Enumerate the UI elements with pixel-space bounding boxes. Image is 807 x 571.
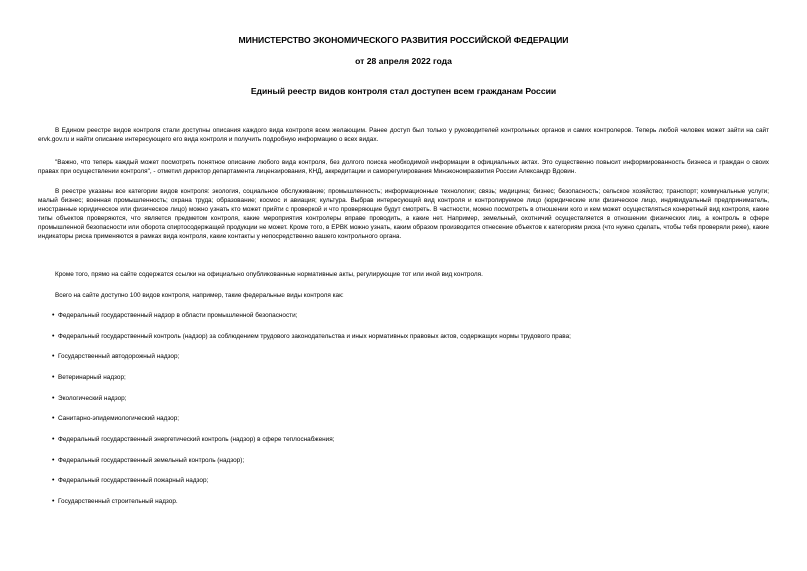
bullet-icon: •	[52, 415, 55, 422]
bullet-icon: •	[52, 353, 55, 360]
bullet-icon: •	[52, 436, 55, 443]
bullet-icon: •	[52, 395, 55, 402]
list-item-text: Федеральный государственный земельный контроль (надзор);	[58, 457, 245, 464]
list-item	[52, 332, 769, 341]
list-item-text: Федеральный государственный контроль (надзор) за соблюдением трудового законодательства и иных нормативных правовых актов, содержащих нормы трудового права;	[58, 333, 571, 340]
list-item-text: Экологический надзор;	[58, 395, 127, 402]
paragraph-categories: В реестре указаны все категории видов контроля: экология, социальное обслуживание; промышленность; информационные технологии; связь; медицина; бизнес; безопасность; сельское хозяйство; транспорт; коммунальные услуги; малый бизнес; военная промышленность; охрана труда; образование; космос и авиация; культура. Выбрав интересующий вид контроля и контролируемое лицо (юридические или физическое лицо, индивидуальный предприниматель, иностранные юридическое или физическое лицо) можно узнать кто может прийти с проверкой и что проверяющие будут смотреть. В частности, можно посмотреть в отношении кого и кем может осуществляться конкретный вид контроля, какие типы объектов проверяются, что является предметом контроля, какие мероприятия контролеры вправе проводить, а какие нет. Например, земельный, охотничий осуществляется в отношении физических лиц, а контроль в сфере промышленной безопасности или оборота спиртосодержащей продукции не может. Кроме того, в ЕРВК можно узнать, каким образом производится отнесение объектов к категориям риска (что нужно сделать, чтобы тебя проверяли реже), какие индикаторы риска применяются в рамках вида контроля, какие контакты у непосредственно вашего контрольного органа.	[38, 188, 769, 240]
paragraph-links: Кроме того, прямо на сайте содержатся ссылки на официально опубликованные нормативные акты, регулирующие тот или иной вид контроля.	[55, 271, 483, 278]
list-item-text: Федеральный государственный энергетический контроль (надзор) в сфере теплоснабжения;	[58, 436, 335, 443]
list-item-text: Ветеринарный надзор;	[58, 374, 126, 381]
list-item	[52, 497, 769, 506]
paragraph-list-intro: Всего на сайте доступно 100 видов контроля, например, такие федеральные виды контроля как:	[55, 292, 344, 299]
bullet-icon: •	[52, 457, 55, 464]
bullet-icon: •	[52, 477, 55, 484]
list-item-text: Государственный автодорожный надзор;	[58, 353, 180, 360]
paragraph-intro: В Едином реестре видов контроля стали доступны описания каждого вида контроля всем желающим. Ранее доступ был только у руководителей контрольных органов и самих контролеров. Теперь любой человек может зайти на сайт ervk.gov.ru и найти описание интересующего его вида контроля и получить подробную информацию о всех видах.	[38, 127, 769, 143]
list-item	[52, 352, 769, 361]
list-item-text: Федеральный государственный пожарный надзор;	[58, 477, 209, 484]
document-title: Единый реестр видов контроля стал доступен всем гражданам России	[250, 86, 557, 96]
list-item-text: Федеральный государственный надзор в области промышленной безопасности;	[58, 312, 298, 319]
ministry-heading: МИНИСТЕРСТВО ЭКОНОМИЧЕСКОГО РАЗВИТИЯ РОССИЙСКОЙ ФЕДЕРАЦИИ	[238, 35, 569, 45]
list-item-text: Государственный строительный надзор.	[58, 498, 178, 505]
list-item	[52, 476, 769, 485]
list-item	[52, 435, 769, 444]
bullet-icon: •	[52, 498, 55, 505]
bullet-icon: •	[52, 374, 55, 381]
list-item	[52, 394, 769, 403]
document-date: от 28 апреля 2022 года	[355, 56, 452, 66]
list-item	[52, 311, 769, 320]
paragraph-quote: "Важно, что теперь каждый может посмотреть понятное описание любого вида контроля, без долгого поиска необходимой информации в официальных актах. Это существенно повысит информированность бизнеса и граждан о своих правах при осуществлении контроля", - отметил директор департамента лицензирования, КНД, аккредитации и саморегулирования Минэкономразвития России Александр Вдовин.	[38, 159, 769, 175]
list-item	[52, 373, 769, 382]
list-item-text: Санитарно-эпидемиологический надзор;	[58, 415, 180, 422]
bullet-icon: •	[52, 333, 55, 340]
bullet-icon: •	[52, 312, 55, 319]
list-item	[52, 414, 769, 423]
list-item	[52, 456, 769, 465]
